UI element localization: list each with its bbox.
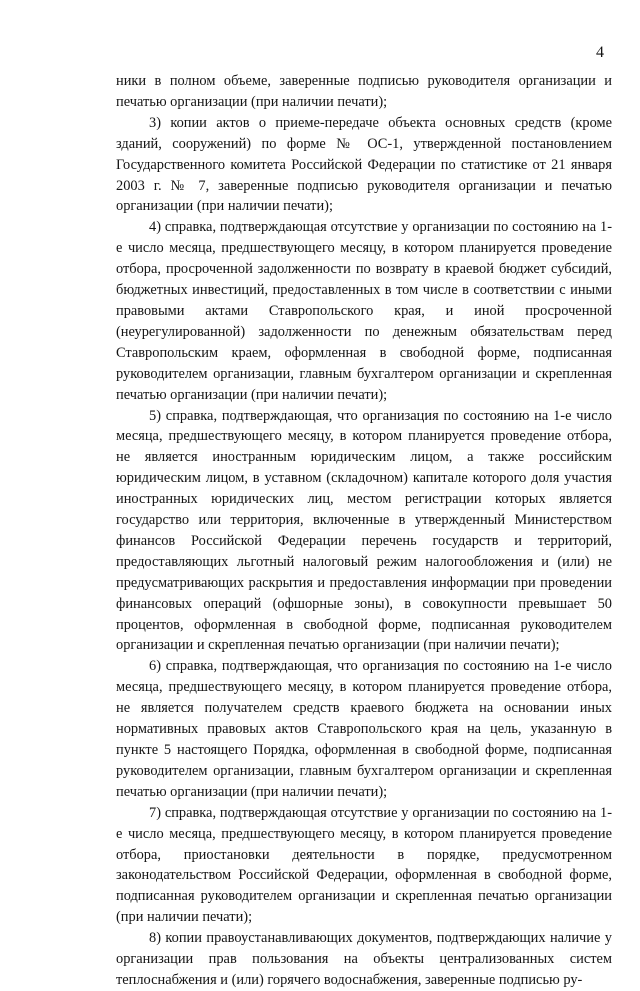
paragraph-1: ники в полном объеме, заверенные подписью руководителя организации и печатью организации (при наличии печати); xyxy=(116,73,612,110)
paragraph-2: 3) копии актов о приеме-передаче объекта основных средств (кроме зданий, сооружений) по форме № ОС-1, утвержденной постановлением Государственного комитета Российской Федерации по статистике от 21 января 2003 г. № 7, заверенные подписью руководителя организации и печатью организации (при наличии печати); xyxy=(116,114,612,215)
paragraph-3: 4) справка, подтверждающая отсутствие у организации по состоянию на 1-е число месяца, предшествующего месяцу, в котором планируется проведение отбора, просроченной задолженности по возврату в краевой бюджет субсидий, бюджетных инвестиций, предоставленных в том числе в соответствии с иными правовыми актами Ставропольского края, и иной просроченной (неурегулированной) задолженности по денежным обязательствам перед Ставропольским краем, оформленная в свободной форме, подписанная руководителем организации, главным бухгалтером организации и скрепленная печатью организации (при наличии печати); xyxy=(116,219,612,403)
document-body xyxy=(116,71,612,991)
paragraph-5: 6) справка, подтверждающая, что организация по состоянию на 1-е число месяца, предшествующего месяцу, в котором планируется проведение отбора, не является получателем средств краевого бюджета на основании иных нормативных правовых актов Ставропольского края на цель, указанную в пункте 5 настоящего Порядка, оформленная в свободной форме, подписанная руководителем организации, главным бухгалтером организации и скрепленная печатью организации (при наличии печати); xyxy=(116,658,612,800)
paragraph-7: 8) копии правоустанавливающих документов, подтверждающих наличие у организации прав пользования на объекты централизованных систем теплоснабжения и (или) горячего водоснабжения, заверенные подписью ру- xyxy=(116,930,612,988)
page-number: 4 xyxy=(596,44,604,61)
paragraph-4: 5) справка, подтверждающая, что организация по состоянию на 1-е число месяца, предшествующего месяцу, в котором планируется проведение отбора, не является иностранным юридическим лицом, а также российским юридическим лицом, в уставном (складочном) капитале которого доля участия иностранных юридических лиц, местом регистрации которых является государство или территория, включенные в утвержденный Министерством финансов Российской Федерации перечень государств и территорий, предоставляющих льготный налоговый режим налогообложения и (или) не предусматривающих раскрытия и предоставления информации при проведении финансовых операций (офшорные зоны), в совокупности превышает 50 процентов, оформленная в свободной форме, подписанная руководителем организации и скрепленная печатью организации (при наличии печати); xyxy=(116,407,612,654)
paragraph-6: 7) справка, подтверждающая отсутствие у организации по состоянию на 1-е число месяца, предшествующего месяцу, в котором планируется проведение отбора, приостановки деятельности в порядке, предусмотренном законодательством Российской Федерации, оформленная в свободной форме, подписанная руководителем организации и скрепленная печатью организации (при наличии печати); xyxy=(116,804,612,926)
